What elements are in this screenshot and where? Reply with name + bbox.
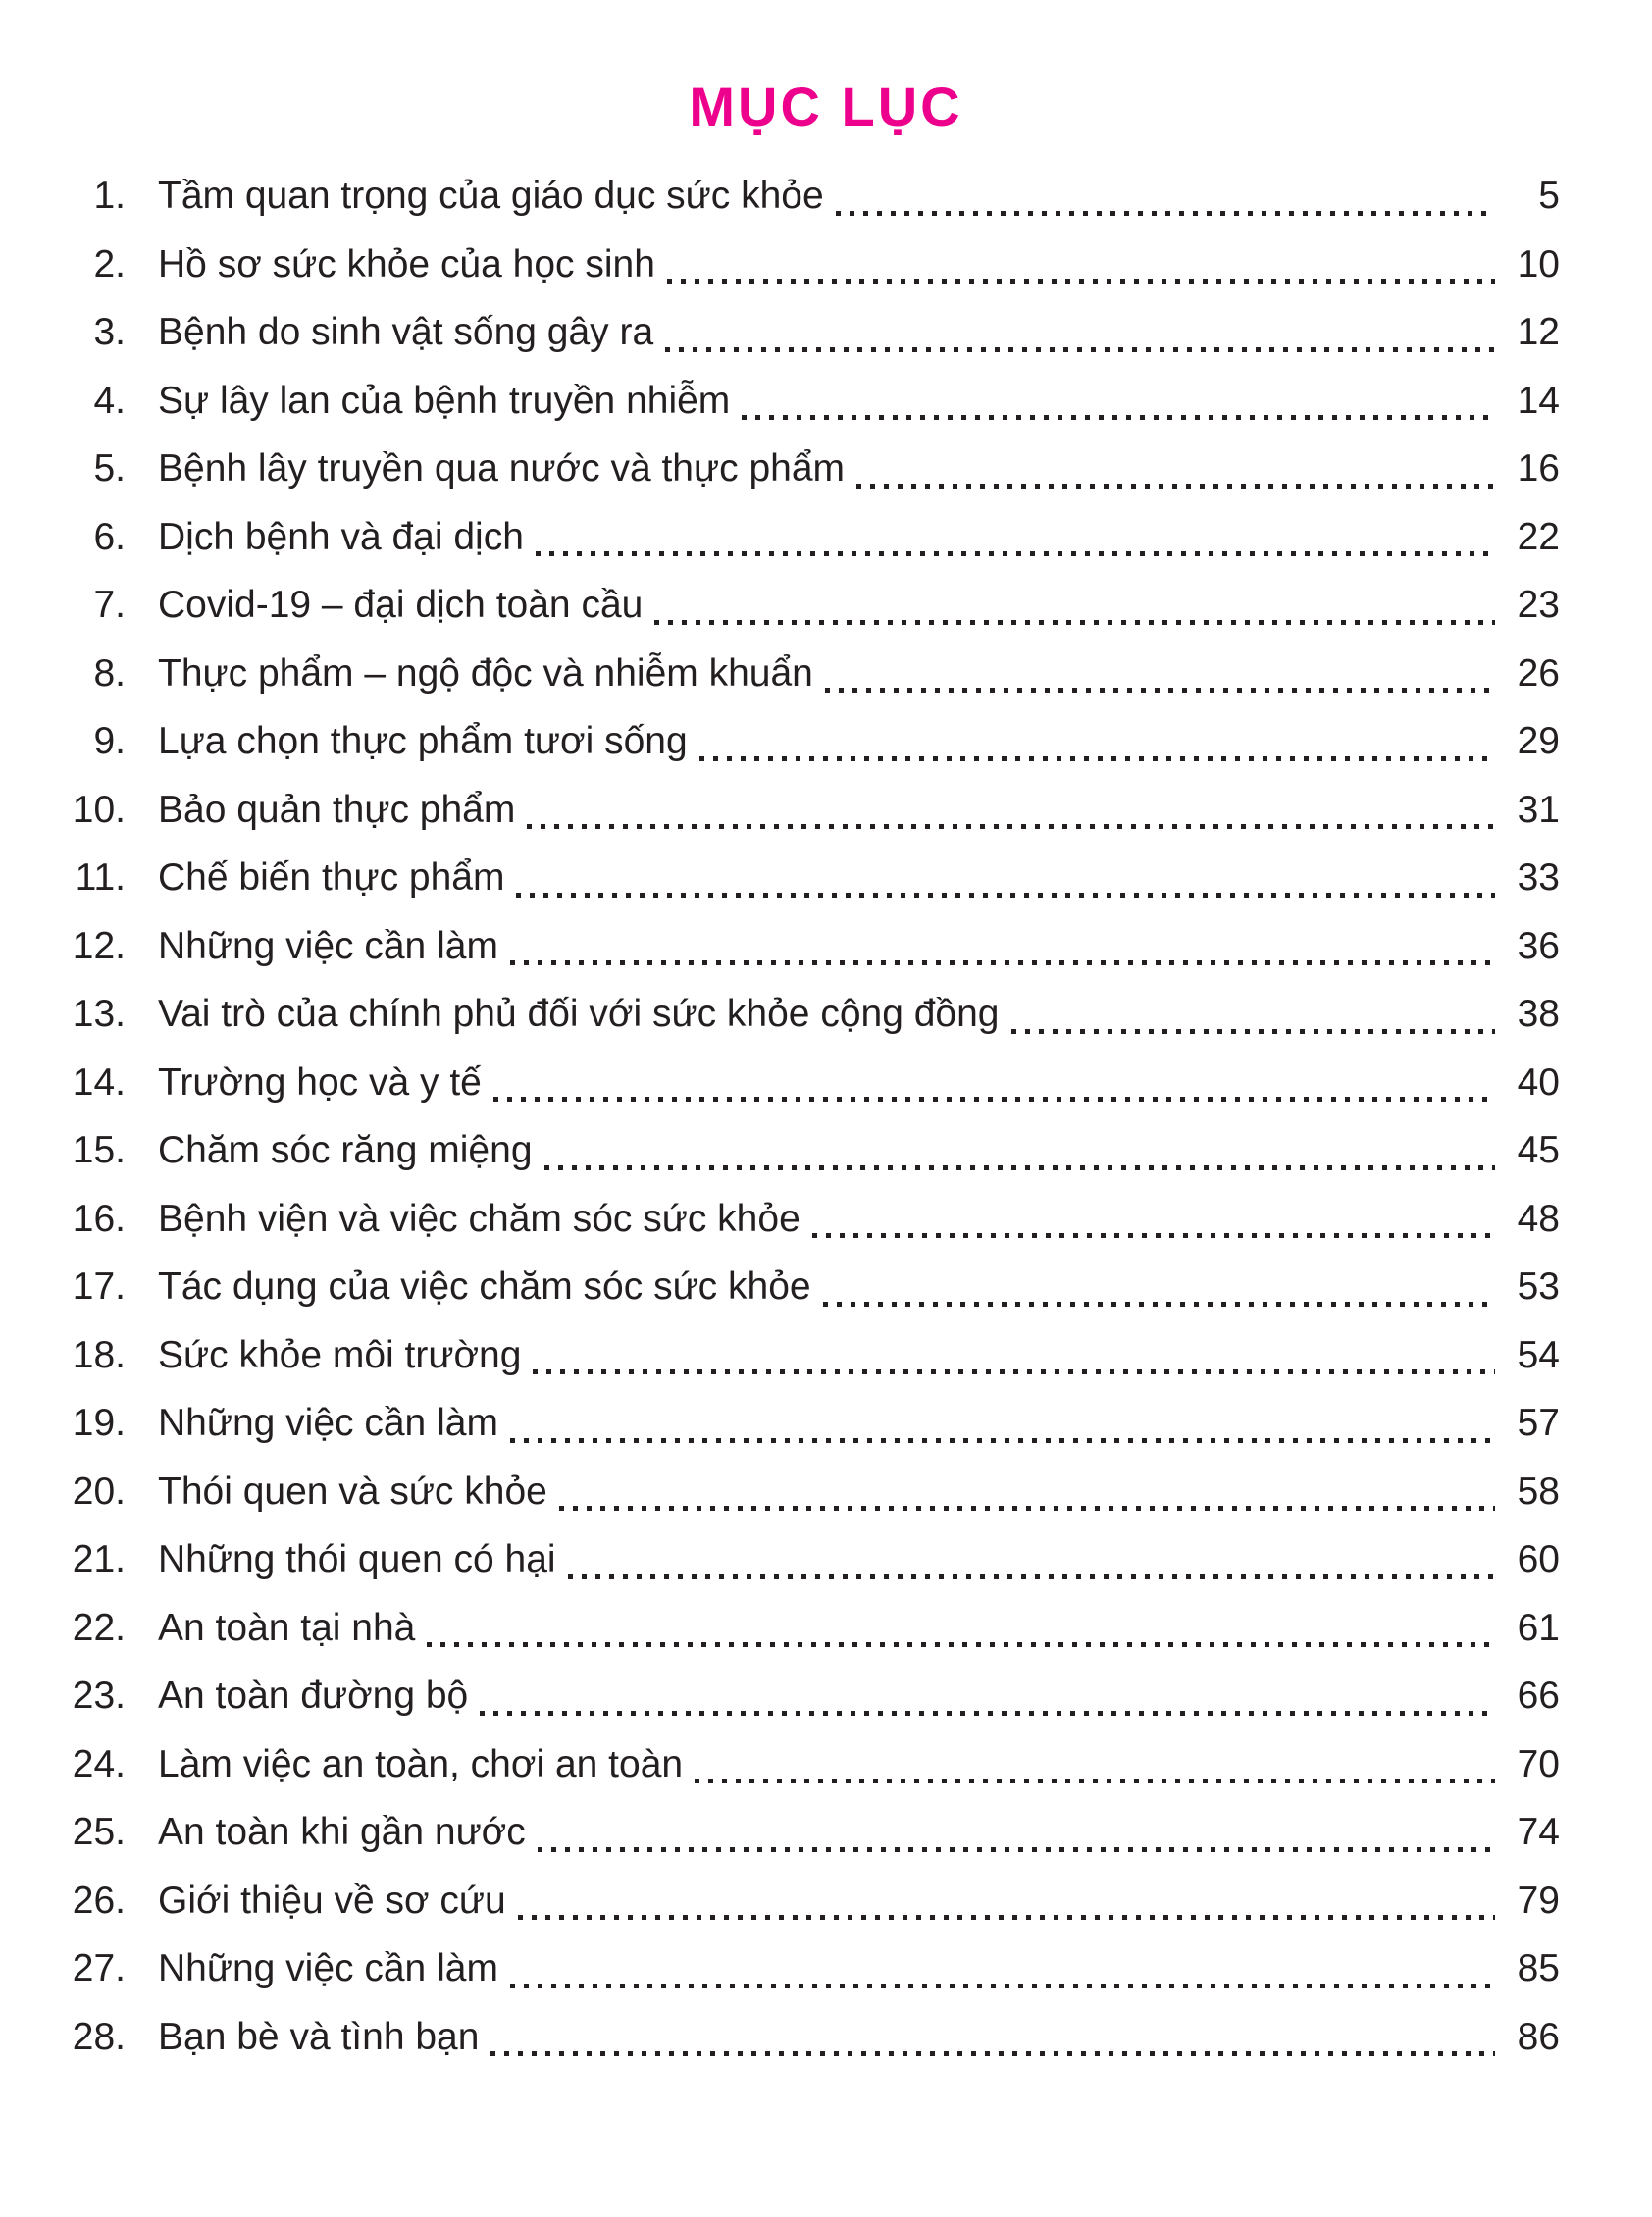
toc-entry [0,503,1560,572]
entry-page: 22 [1517,515,1560,558]
entry-number: 25. [72,1811,126,1853]
entry-number: 26. [72,1879,126,1922]
entry-title: Chăm sóc răng miệng [158,1129,533,1171]
dot-leader [559,1506,1495,1511]
entry-number: 2. [93,242,126,285]
dot-leader [527,824,1495,829]
entry-page: 14 [1517,379,1560,422]
dot-leader [812,1233,1495,1238]
entry-page: 10 [1517,242,1560,285]
entry-number: 6. [93,515,126,558]
entry-number: 1. [93,175,126,217]
entry-title: Sức khỏe môi trường [158,1333,522,1376]
dot-leader [516,893,1495,898]
dot-leader [544,1165,1495,1170]
entry-page: 38 [1517,993,1560,1035]
toc-entry [0,1730,1560,1799]
toc-entry [0,1525,1560,1594]
dot-leader [518,1915,1495,1920]
entry-title: Covid-19 – đại dịch toàn cầu [158,584,644,626]
entry-title: Những việc cần làm [158,924,498,967]
entry-number: 8. [93,651,126,695]
entry-title: Những thói quen có hại [158,1538,556,1580]
entry-title: Tác dụng của việc chăm sóc sức khỏe [158,1265,811,1308]
entry-number: 12. [72,924,126,967]
dot-leader [665,347,1495,352]
entry-title: Làm việc an toàn, chơi an toàn [158,1742,684,1785]
toc-entry [0,1389,1560,1458]
toc-entry [0,435,1560,503]
toc-entry [0,707,1560,776]
dot-leader [695,1779,1495,1783]
entry-number: 5. [93,447,126,490]
entry-number: 9. [93,720,126,762]
entry-number: 19. [72,1402,126,1444]
entry-number: 23. [72,1675,126,1717]
toc-entry [0,1662,1560,1730]
entry-page: 61 [1517,1606,1560,1649]
entry-page: 48 [1517,1197,1560,1240]
toc-entry [0,980,1560,1049]
entry-title: Lựa chọn thực phẩm tươi sống [158,720,688,762]
entry-number: 22. [72,1606,126,1649]
entry-page: 86 [1517,2015,1560,2058]
toc-entry [0,1116,1560,1185]
entry-page: 29 [1517,720,1560,762]
toc-entry [0,571,1560,640]
dot-leader [742,415,1495,420]
entry-number: 15. [72,1129,126,1171]
dot-leader [699,756,1495,761]
entry-title: Giới thiệu về sơ cứu [158,1879,506,1922]
dot-leader [825,688,1495,693]
toc-entry [0,1253,1560,1321]
entry-page: 36 [1517,924,1560,967]
dot-leader [836,211,1495,216]
dot-leader [538,1847,1495,1852]
entry-title: Sự lây lan của bệnh truyền nhiễm [158,379,731,422]
entry-page: 85 [1517,1947,1560,1989]
dot-leader [823,1302,1495,1307]
dot-leader [510,960,1495,965]
entry-title: Thói quen và sức khỏe [158,1469,547,1513]
entry-number: 16. [72,1197,126,1240]
entry-number: 13. [72,993,126,1035]
toc-entry [0,298,1560,367]
entry-number: 17. [72,1265,126,1308]
entry-number: 4. [93,379,126,422]
toc-entry [0,1049,1560,1117]
entry-title: An toàn đường bộ [158,1675,469,1717]
entry-title: Bạn bè và tình bạn [158,2015,480,2058]
entry-page: 57 [1517,1402,1560,1444]
entry-number: 10. [72,788,126,831]
toc-entry [0,1798,1560,1867]
entry-page: 31 [1517,788,1560,831]
toc-entry [0,844,1560,912]
entry-page: 40 [1517,1060,1560,1104]
dot-leader [667,279,1495,284]
dot-leader [493,1097,1495,1102]
entry-number: 3. [93,311,126,353]
entry-number: 11. [75,856,126,899]
toc-entry [0,162,1560,231]
entry-number: 14. [72,1060,126,1104]
entry-title: Bệnh viện và việc chăm sóc sức khỏe [158,1197,800,1240]
dot-leader [1011,1029,1496,1034]
toc-entry [0,367,1560,436]
entry-page: 58 [1517,1469,1560,1513]
entry-title: Vai trò của chính phủ đối với sức khỏe cộng đồng [158,993,1000,1035]
entry-title: Chế biến thực phẩm [158,856,505,899]
dot-leader [490,2051,1495,2056]
entry-title: Bảo quản thực phẩm [158,788,516,831]
dot-leader [480,1711,1495,1716]
entry-title: An toàn tại nhà [158,1606,416,1649]
entry-title: Hồ sơ sức khỏe của học sinh [158,242,655,285]
entry-page: 60 [1517,1538,1560,1580]
toc-entry [0,1185,1560,1254]
entry-page: 12 [1517,311,1560,353]
entry-number: 7. [93,584,126,626]
entry-title: Thực phẩm – ngộ độc và nhiễm khuẩn [158,651,813,695]
toc-entry [0,231,1560,299]
entry-number: 28. [72,2015,126,2058]
entry-title: Những việc cần làm [158,1947,498,1989]
toc-entry [0,776,1560,845]
dot-leader [533,1369,1495,1374]
entry-page: 74 [1517,1811,1560,1853]
toc-list [0,162,1652,2071]
entry-page: 23 [1517,584,1560,626]
entry-title: Dịch bệnh và đại dịch [158,515,524,558]
entry-page: 5 [1538,175,1560,217]
entry-title: Những việc cần làm [158,1402,498,1444]
entry-page: 26 [1517,651,1560,695]
toc-entry [0,640,1560,708]
dot-leader [654,620,1495,625]
dot-leader [536,551,1495,556]
dot-leader [510,1438,1495,1443]
toc-entry [0,1458,1560,1526]
toc-entry [0,2003,1560,2072]
entry-page: 33 [1517,856,1560,899]
dot-leader [568,1574,1495,1579]
page-title: MỤC LỤC [689,76,963,137]
entry-page: 54 [1517,1333,1560,1376]
dot-leader [427,1642,1495,1647]
toc-entry [0,1321,1560,1390]
toc-entry [0,912,1560,981]
dot-leader [856,484,1495,489]
entry-page: 45 [1517,1129,1560,1171]
entry-number: 21. [72,1538,126,1580]
dot-leader [510,1984,1495,1988]
entry-number: 20. [72,1469,126,1513]
entry-title: Trường học và y tế [158,1060,482,1104]
entry-title: Bệnh lây truyền qua nước và thực phẩm [158,447,846,490]
entry-number: 24. [72,1742,126,1785]
entry-page: 70 [1517,1742,1560,1785]
entry-page: 66 [1517,1675,1560,1717]
entry-title: An toàn khi gần nước [158,1811,526,1853]
toc-entry [0,1934,1560,2003]
entry-number: 18. [72,1333,126,1376]
entry-page: 16 [1517,447,1560,490]
entry-page: 79 [1517,1879,1560,1922]
entry-title: Tầm quan trọng của giáo dục sức khỏe [158,175,824,217]
toc-entry [0,1594,1560,1663]
toc-page [0,75,1652,2071]
entry-page: 53 [1517,1265,1560,1308]
entry-title: Bệnh do sinh vật sống gây ra [158,311,654,353]
entry-number: 27. [72,1947,126,1989]
toc-entry [0,1867,1560,1935]
